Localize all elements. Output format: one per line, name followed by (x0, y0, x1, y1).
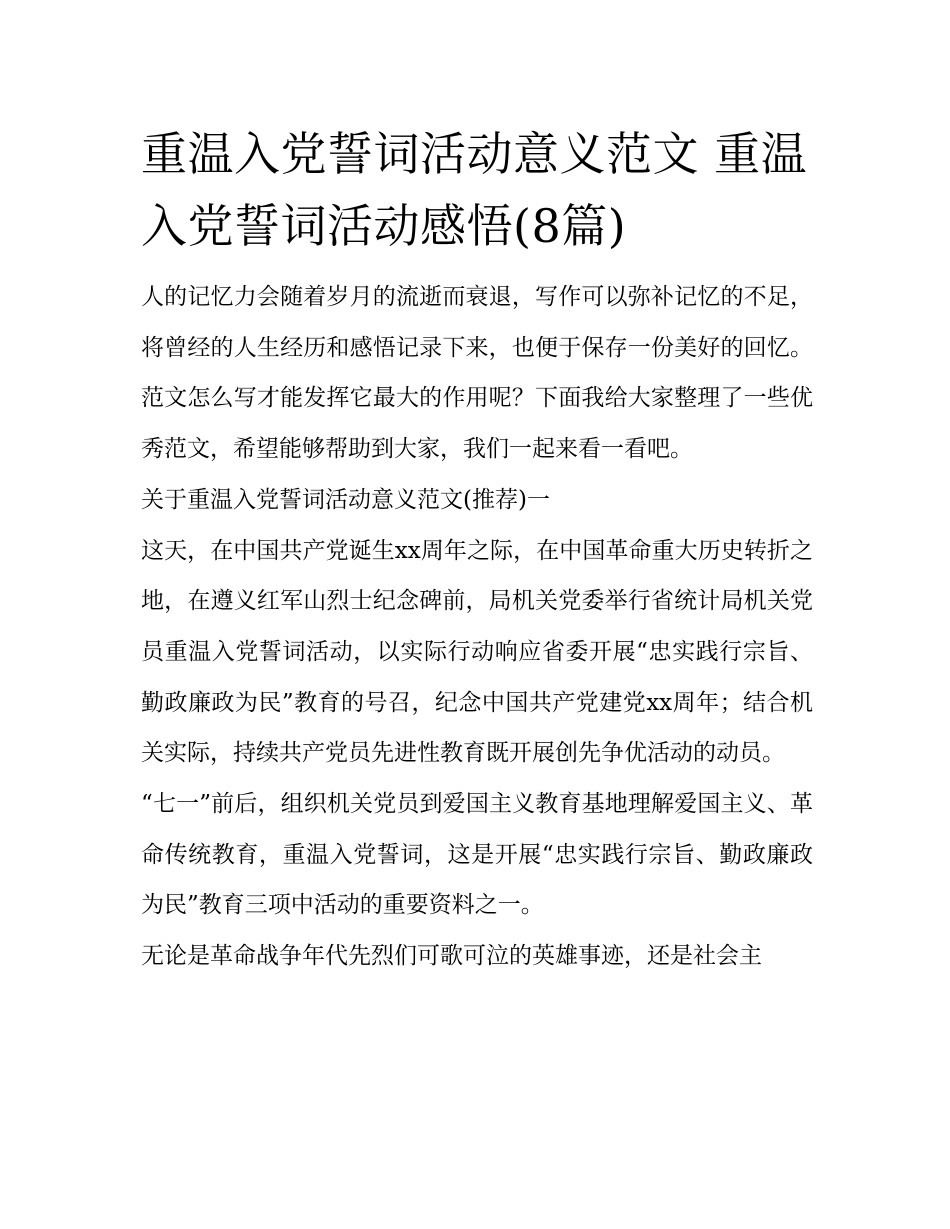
intro-paragraph: 人的记忆力会随着岁月的流逝而衰退，写作可以弥补记忆的不足，将曾经的人生经历和感悟记录下来，也便于保存一份美好的回忆。范文怎么写才能发挥它最大的作用呢？下面我给大家整理了一些优秀范文，希望能够帮助到大家，我们一起来看一看吧。 (141, 284, 813, 463)
body-paragraph-1: 这天，在中国共产党诞生xx周年之际，在中国革命重大历史转折之地，在遵义红军山烈士纪念碑前，局机关党委举行省统计局机关党员重温入党誓词活动，以实际行动响应省委开展“忠实践行宗旨、勤政廉政为民”教育的号召，纪念中国共产党建党xx周年；结合机关实际，持续共产党员先进性教育既开展创先争优活动的动员。 (141, 537, 813, 767)
section-heading: 关于重温入党誓词活动意义范文(推荐)一 (141, 486, 550, 513)
document-body (141, 118, 813, 982)
body-paragraph-2: “七一”前后，组织机关党员到爱国主义教育基地理解爱国主义、革命传统教育，重温入党誓词，这是开展“忠实践行宗旨、勤政廉政为民”教育三项中活动的重要资料之一。 (141, 791, 813, 919)
body-paragraph-3: 无论是革命战争年代先烈们可歌可泣的英雄事迹，还是社会主 (141, 943, 762, 970)
document-title: 重温入党誓词活动意义范文 重温入党誓词活动感悟(8篇) (141, 127, 808, 253)
